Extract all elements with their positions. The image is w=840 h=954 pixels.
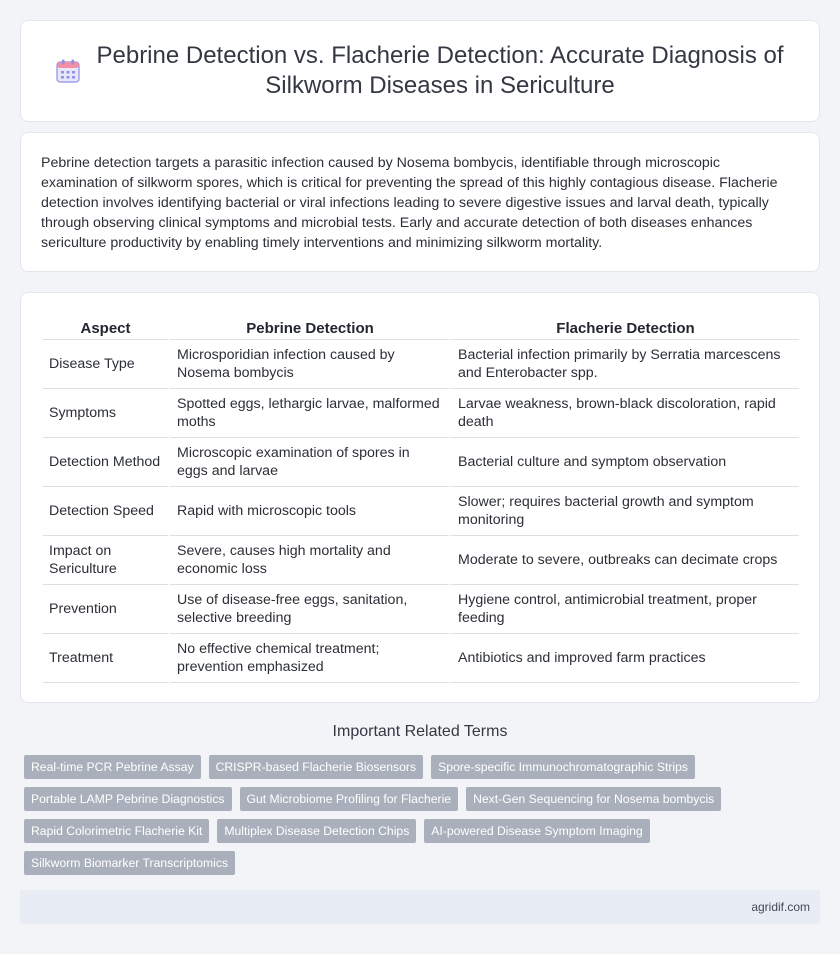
table-row <box>43 536 799 585</box>
header-inner <box>55 41 785 101</box>
related-term-tag[interactable]: Spore-specific Immunochromatographic Strips <box>431 755 695 779</box>
row-flacherie: Bacterial culture and symptom observation <box>449 438 799 487</box>
table-row <box>43 585 799 634</box>
related-term-tag[interactable]: Real-time PCR Pebrine Assay <box>24 755 201 779</box>
intro-paragraph: Pebrine detection targets a parasitic infection caused by Nosema bombycis, identifiable through microscopic examination of silkworm spores, which is critical for preventing the spread of this highly contagious disease. Flacherie detection involves identifying bacterial or viral infections leading to severe digestive issues and larval death, typically through observing clinical symptoms and microbial tests. Early and accurate detection of both diseases enhances sericulture productivity by enabling timely interventions and minimizing silkworm mortality. <box>41 155 778 251</box>
table-header-row <box>43 313 799 340</box>
row-aspect: Disease Type <box>43 340 168 389</box>
related-term-tag[interactable]: Rapid Colorimetric Flacherie Kit <box>24 819 209 843</box>
row-pebrine: Microscopic examination of spores in eggs and larvae <box>168 438 449 487</box>
row-aspect: Prevention <box>43 585 168 634</box>
related-terms-title: Important Related Terms <box>332 723 508 740</box>
table-row <box>43 487 799 536</box>
row-pebrine: Microsporidian infection caused by Nosema bombycis <box>168 340 449 389</box>
header-flacherie: Flacherie Detection <box>449 313 799 340</box>
table-row <box>43 340 799 389</box>
row-pebrine: No effective chemical treatment; prevention emphasized <box>168 634 449 683</box>
row-pebrine: Severe, causes high mortality and economic loss <box>168 536 449 585</box>
footer-site-link[interactable]: agridif.com <box>751 900 810 914</box>
header-aspect: Aspect <box>43 313 168 340</box>
row-pebrine: Use of disease-free eggs, sanitation, selective breeding <box>168 585 449 634</box>
related-term-tag[interactable]: Multiplex Disease Detection Chips <box>217 819 416 843</box>
footer <box>20 890 820 924</box>
row-aspect: Treatment <box>43 634 168 683</box>
related-term-tag[interactable]: Portable LAMP Pebrine Diagnostics <box>24 787 232 811</box>
related-term-tag[interactable]: Gut Microbiome Profiling for Flacherie <box>240 787 459 811</box>
table-row <box>43 438 799 487</box>
related-term-tag[interactable]: Silkworm Biomarker Transcriptomics <box>24 851 235 875</box>
row-pebrine: Rapid with microscopic tools <box>168 487 449 536</box>
row-flacherie: Moderate to severe, outbreaks can decimate crops <box>449 536 799 585</box>
row-flacherie: Larvae weakness, brown-black discoloration, rapid death <box>449 389 799 438</box>
row-aspect: Impact on Sericulture <box>43 536 168 585</box>
intro-card <box>20 132 820 272</box>
calendar-icon <box>55 58 81 84</box>
row-flacherie: Bacterial infection primarily by Serratia marcescens and Enterobacter spp. <box>449 340 799 389</box>
row-flacherie: Antibiotics and improved farm practices <box>449 634 799 683</box>
header-card <box>20 20 820 122</box>
related-term-tag[interactable]: Next-Gen Sequencing for Nosema bombycis <box>466 787 721 811</box>
row-aspect: Symptoms <box>43 389 168 438</box>
row-aspect: Detection Speed <box>43 487 168 536</box>
related-term-tag[interactable]: AI-powered Disease Symptom Imaging <box>424 819 649 843</box>
row-flacherie: Slower; requires bacterial growth and symptom monitoring <box>449 487 799 536</box>
header-pebrine: Pebrine Detection <box>168 313 449 340</box>
table-row <box>43 634 799 683</box>
row-flacherie: Hygiene control, antimicrobial treatment, proper feeding <box>449 585 799 634</box>
related-terms-list <box>24 755 824 875</box>
comparison-card <box>20 292 820 703</box>
page-title: Pebrine Detection vs. Flacherie Detection: Accurate Diagnosis of Silkworm Diseases in Sericulture <box>96 42 784 99</box>
row-aspect: Detection Method <box>43 438 168 487</box>
row-pebrine: Spotted eggs, lethargic larvae, malformed moths <box>168 389 449 438</box>
related-term-tag[interactable]: CRISPR-based Flacherie Biosensors <box>209 755 424 779</box>
table-row <box>43 389 799 438</box>
comparison-table <box>43 313 799 683</box>
